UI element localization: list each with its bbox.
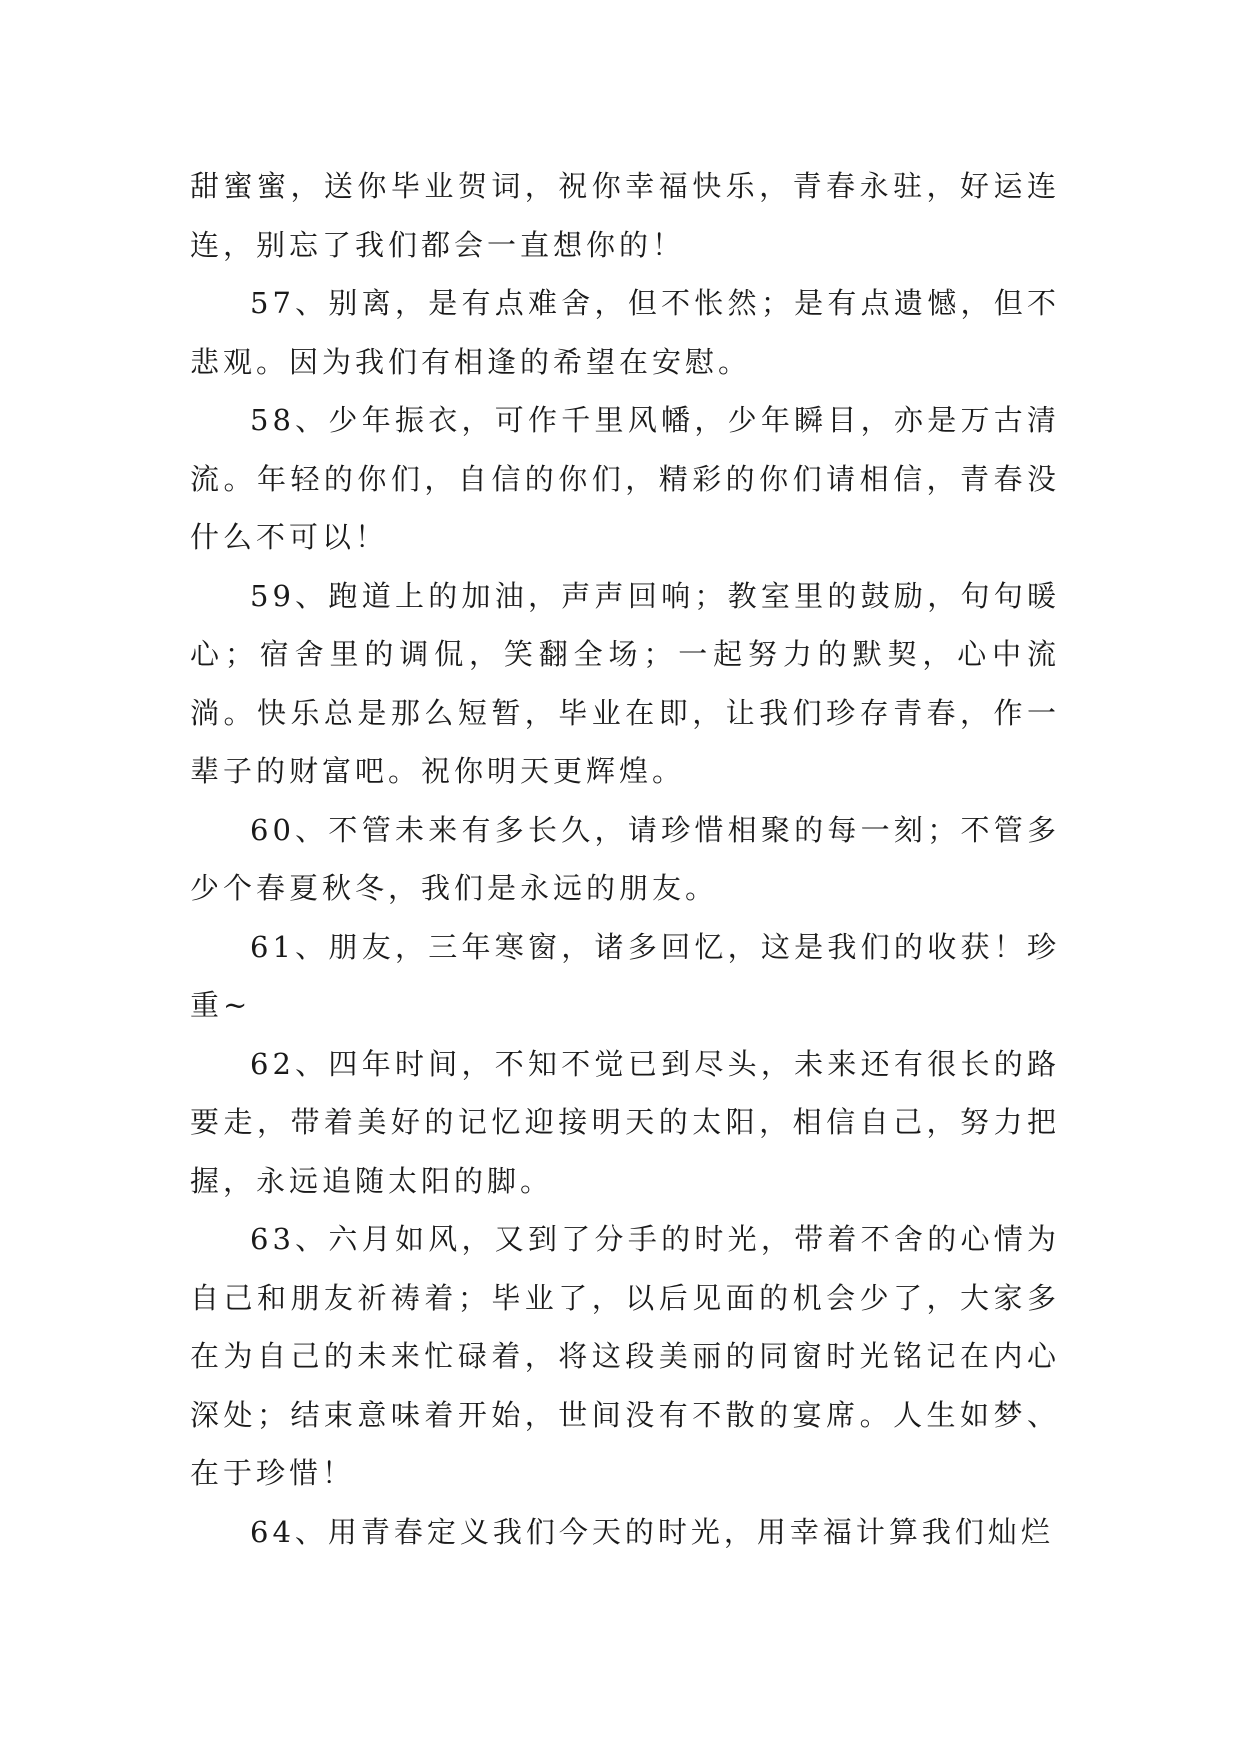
paragraph: 甜蜜蜜，送你毕业贺词，祝你幸福快乐，青春永驻，好运连连，别忘了我们都会一直想你的！ (190, 169, 1060, 262)
paragraph: 57、别离，是有点难舍，但不怅然；是有点遗憾，但不悲观。因为我们有相逢的希望在安慰。 (190, 286, 1060, 379)
paragraph: 58、少年振衣，可作千里风幡，少年瞬目，亦是万古清流。年轻的你们，自信的你们，精彩的你们请相信，青春没什么不可以！ (190, 403, 1060, 554)
document-body (190, 157, 1060, 1561)
paragraph: 63、六月如风，又到了分手的时光，带着不舍的心情为自己和朋友祈祷着；毕业了，以后见面的机会少了，大家多在为自己的未来忙碌着，将这段美丽的同窗时光铭记在内心深处；结束意味着开始，世间没有不散的宴席。人生如梦、在于珍惜！ (190, 1222, 1060, 1490)
paragraph: 62、四年时间，不知不觉已到尽头，未来还有很长的路要走，带着美好的记忆迎接明天的太阳，相信自己，努力把握，永远追随太阳的脚。 (190, 1046, 1060, 1198)
paragraph: 60、不管未来有多长久，请珍惜相聚的每一刻；不管多少个春夏秋冬，我们是永远的朋友。 (190, 812, 1060, 905)
paragraph: 64、用青春定义我们今天的时光，用幸福计算我们灿烂 (250, 1514, 1054, 1549)
paragraph: 61、朋友，三年寒窗，诸多回忆，这是我们的收获！珍重~ (190, 929, 1060, 1022)
paragraph: 59、跑道上的加油，声声回响；教室里的鼓励，句句暖心；宿舍里的调侃，笑翻全场；一起努力的默契，心中流淌。快乐总是那么短暂，毕业在即，让我们珍存青春，作一辈子的财富吧。祝你明天更辉煌。 (190, 578, 1060, 788)
